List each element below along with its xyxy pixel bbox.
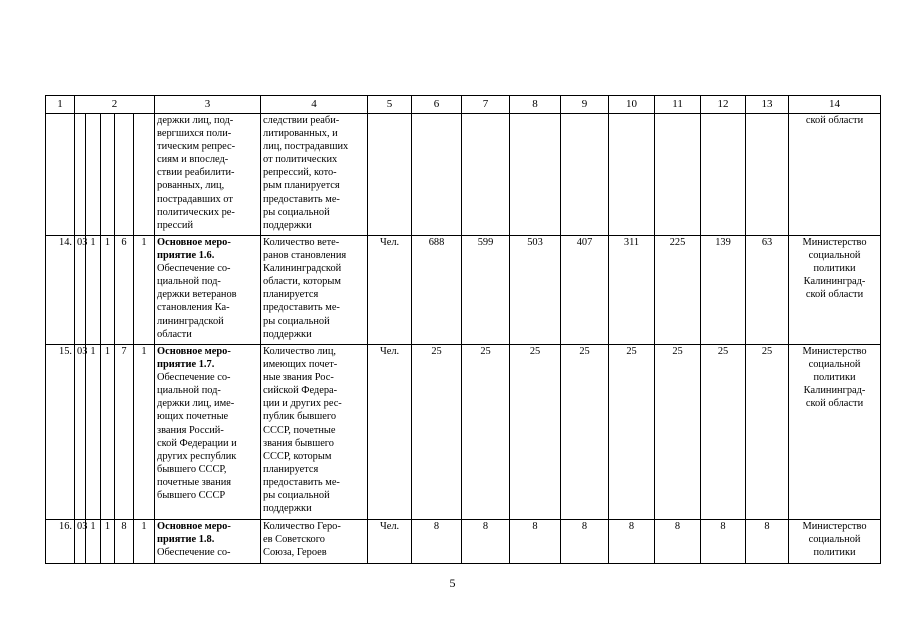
event-name-cell: [155, 114, 261, 236]
event-description-line: звания Россий-: [157, 424, 224, 436]
header-col-13: 13: [746, 96, 789, 114]
indicator-line: ранов становления: [263, 250, 347, 262]
responsible-cell: [789, 236, 881, 345]
table-row: [46, 345, 881, 520]
event-description-line: лининградской: [157, 315, 224, 327]
event-title: Основное меро-: [157, 346, 231, 357]
indicator-line: ев Советского: [263, 534, 325, 546]
value-cell: 8: [609, 520, 655, 564]
responsible-line: социальной: [808, 250, 861, 262]
value-cell: 25: [746, 345, 789, 520]
indicator-line: Количество Геро-: [263, 521, 341, 532]
event-name-cell: [155, 520, 261, 564]
header-col-7: 7: [462, 96, 510, 114]
indicator-line: предоставить ме-: [263, 193, 340, 205]
value-cell: 8: [746, 520, 789, 564]
indicator-line: литированных, и: [263, 128, 338, 140]
responsible-line: Калининград-: [803, 276, 866, 288]
event-description-line: рованных, лиц,: [157, 180, 225, 192]
indicator-line: планируется: [263, 289, 319, 301]
value-cell: [746, 114, 789, 236]
event-title: приятие 1.6.: [157, 250, 215, 262]
responsible-line: Министерство: [802, 237, 867, 248]
responsible-line: Министерство: [802, 346, 867, 357]
code-cell: 1: [134, 345, 155, 520]
indicator-cell: [261, 520, 368, 564]
value-cell: 8: [510, 520, 561, 564]
event-description-line: Обеспечение со-: [157, 547, 231, 559]
row-number: [46, 114, 75, 236]
unit-cell: [368, 114, 412, 236]
header-row: [46, 96, 881, 114]
responsible-line: ской области: [805, 398, 864, 410]
value-cell: 8: [462, 520, 510, 564]
code-cell: 1: [86, 345, 101, 520]
indicator-line: планируется: [263, 463, 319, 475]
indicator-line: следствии реаби-: [263, 115, 340, 126]
event-title: Основное меро-: [157, 521, 231, 532]
table-row: [46, 114, 881, 236]
value-cell: [609, 114, 655, 236]
indicator-cell: [261, 345, 368, 520]
code-cell: [101, 114, 115, 236]
value-cell: [510, 114, 561, 236]
indicator-line: публик бывшего: [263, 411, 337, 423]
table-row: [46, 236, 881, 345]
indicator-line: лиц, пострадавших: [263, 141, 349, 153]
event-name-cell: [155, 236, 261, 345]
code-cell: [115, 114, 134, 236]
responsible-line: социальной: [808, 534, 861, 546]
table-row: [46, 520, 881, 564]
event-description-line: циальной под-: [157, 385, 221, 397]
event-title: приятие 1.8.: [157, 534, 215, 546]
program-table: [45, 95, 881, 564]
code-cell: 1: [86, 236, 101, 345]
event-description-line: ской Федерации и: [157, 437, 237, 449]
indicator-line: Количество вете-: [263, 237, 340, 248]
header-col-12: 12: [701, 96, 746, 114]
responsible-line: социальной: [808, 359, 861, 371]
indicator-line: репрессий, кото-: [263, 167, 337, 179]
event-description-line: сиям и впослед-: [157, 154, 229, 166]
indicator-line: поддержки: [263, 219, 312, 231]
indicator-line: ции и других рес-: [263, 398, 342, 410]
value-cell: 688: [412, 236, 462, 345]
indicator-line: от политических: [263, 154, 338, 166]
indicator-line: области, которым: [263, 276, 341, 288]
header-col-4: 4: [261, 96, 368, 114]
responsible-line: ской области: [805, 289, 864, 301]
indicator-line: имеющих почет-: [263, 359, 338, 371]
unit-cell: Чел.: [368, 345, 412, 520]
page-number: 5: [449, 576, 456, 590]
indicator-line: поддержки: [263, 503, 312, 515]
value-cell: 599: [462, 236, 510, 345]
responsible-cell: [789, 520, 881, 564]
indicator-line: рым планируется: [263, 180, 340, 192]
event-description-line: тическим репрес-: [157, 141, 236, 153]
indicator-line: СССР, которым: [263, 450, 332, 462]
header-col-3: 3: [155, 96, 261, 114]
responsible-line: политики: [813, 547, 856, 559]
event-description-line: становления Ка-: [157, 302, 230, 314]
value-cell: 139: [701, 236, 746, 345]
row-number: 16.: [46, 520, 75, 564]
value-cell: [462, 114, 510, 236]
event-description-line: других республик: [157, 450, 237, 462]
event-description-line: вергшихся поли-: [157, 128, 232, 140]
value-cell: 8: [412, 520, 462, 564]
unit-cell: Чел.: [368, 520, 412, 564]
value-cell: 225: [655, 236, 701, 345]
indicator-line: предоставить ме-: [263, 476, 340, 488]
event-description-line: держки лиц, име-: [157, 398, 235, 410]
header-col-9: 9: [561, 96, 609, 114]
header-col-5: 5: [368, 96, 412, 114]
event-description-line: ющих почетные: [157, 411, 229, 423]
code-cell: [134, 114, 155, 236]
value-cell: [561, 114, 609, 236]
code-cell: 1: [134, 236, 155, 345]
value-cell: 63: [746, 236, 789, 345]
value-cell: 25: [561, 345, 609, 520]
indicator-line: ры социальной: [263, 206, 330, 218]
indicator-cell: [261, 236, 368, 345]
code-cell: 1: [101, 345, 115, 520]
event-description-line: бывшего СССР: [157, 490, 226, 502]
responsible-line: Калининград-: [803, 385, 866, 397]
event-description-line: держки ветеранов: [157, 289, 237, 301]
value-cell: 8: [561, 520, 609, 564]
value-cell: 8: [655, 520, 701, 564]
header-col-11: 11: [655, 96, 701, 114]
event-description-line: почетные звания: [157, 476, 232, 488]
event-description-line: пострадавших от: [157, 193, 233, 205]
indicator-line: Количество лиц,: [263, 346, 337, 357]
event-description-line: Обеспечение со-: [157, 263, 231, 275]
event-description-line: Обеспечение со-: [157, 372, 231, 384]
value-cell: 25: [412, 345, 462, 520]
indicator-line: звания бывшего: [263, 437, 334, 449]
indicator-line: ры социальной: [263, 315, 330, 327]
responsible-cell: [789, 114, 881, 236]
code-cell: [86, 114, 101, 236]
code-cell: 1: [134, 520, 155, 564]
code-cell: 03: [75, 520, 86, 564]
row-number: 14.: [46, 236, 75, 345]
event-description-line: ствии реабилити-: [157, 167, 235, 179]
code-cell: 03: [75, 236, 86, 345]
value-cell: 25: [609, 345, 655, 520]
event-description-line: области: [157, 328, 192, 340]
indicator-line: ные звания Рос-: [263, 372, 334, 384]
indicator-line: предоставить ме-: [263, 302, 340, 314]
code-cell: 1: [101, 236, 115, 345]
header-col-10: 10: [609, 96, 655, 114]
header-col-6: 6: [412, 96, 462, 114]
responsible-line: политики: [813, 372, 856, 384]
code-cell: 6: [115, 236, 134, 345]
value-cell: [412, 114, 462, 236]
header-col-8: 8: [510, 96, 561, 114]
event-title: Основное меро-: [157, 237, 231, 248]
event-description-line: прессий: [157, 219, 194, 231]
code-cell: 03: [75, 345, 86, 520]
value-cell: 25: [510, 345, 561, 520]
responsible-cell: [789, 345, 881, 520]
header-col-14: 14: [789, 96, 881, 114]
value-cell: 407: [561, 236, 609, 345]
event-description-line: политических ре-: [157, 206, 235, 218]
event-title: приятие 1.7.: [157, 359, 215, 371]
row-number: 15.: [46, 345, 75, 520]
event-description-line: циальной под-: [157, 276, 221, 288]
event-name-cell: [155, 345, 261, 520]
value-cell: [655, 114, 701, 236]
indicator-line: сийской Федера-: [263, 385, 338, 397]
header-col-2: 2: [75, 96, 155, 114]
responsible-line: политики: [813, 263, 856, 275]
event-description-line: держки лиц, под-: [157, 115, 234, 126]
code-cell: 1: [101, 520, 115, 564]
value-cell: 25: [701, 345, 746, 520]
value-cell: 25: [462, 345, 510, 520]
header-col-1: 1: [46, 96, 75, 114]
code-cell: 8: [115, 520, 134, 564]
value-cell: 25: [655, 345, 701, 520]
indicator-line: ры социальной: [263, 490, 330, 502]
indicator-line: СССР, почетные: [263, 424, 336, 436]
value-cell: 311: [609, 236, 655, 345]
indicator-cell: [261, 114, 368, 236]
indicator-line: Калининградской: [263, 263, 342, 275]
unit-cell: Чел.: [368, 236, 412, 345]
code-cell: 1: [86, 520, 101, 564]
value-cell: 503: [510, 236, 561, 345]
event-description-line: бывшего СССР,: [157, 463, 227, 475]
indicator-line: Союза, Героев: [263, 547, 327, 559]
code-cell: [75, 114, 86, 236]
indicator-line: поддержки: [263, 328, 312, 340]
value-cell: 8: [701, 520, 746, 564]
value-cell: [701, 114, 746, 236]
code-cell: 7: [115, 345, 134, 520]
responsible-line: Министерство: [802, 521, 867, 532]
responsible-line: ской области: [805, 115, 864, 126]
